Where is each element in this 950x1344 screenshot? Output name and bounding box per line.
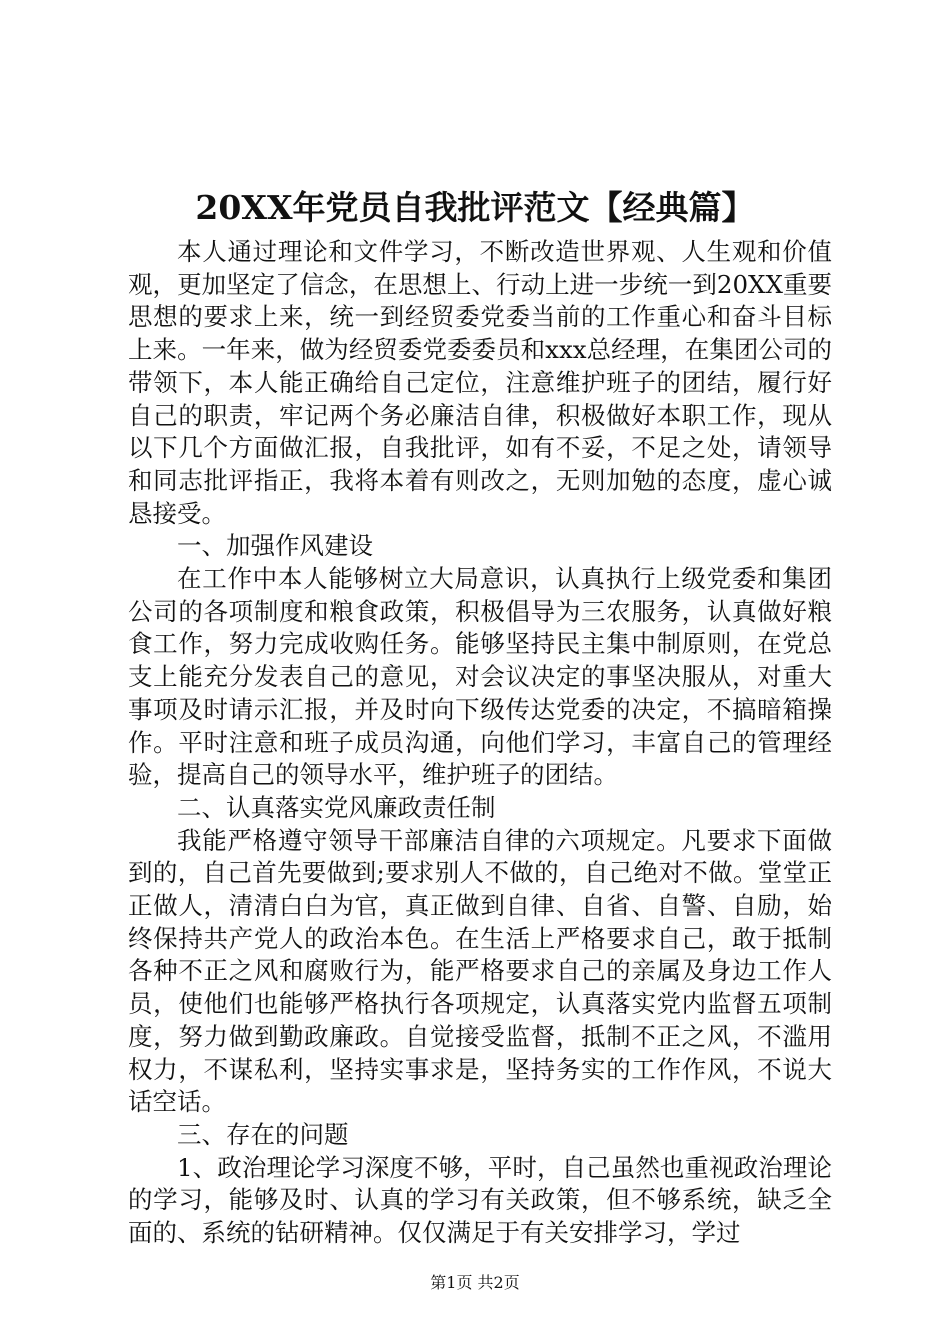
intro-paragraph: 本人通过理论和文件学习，不断改造世界观、人生观和价值观，更加坚定了信念，在思想上、行动上进一步统一到20XX重要思想的要求上来，统一到经贸委党委当前的工作重心和奋斗目标上来。一年来，做为经贸委党委委员和xxx总经理，在集团公司的带领下，本人能正确给自己定位，注意维护班子的团结，履行好自己的职责，牢记两个务必廉洁自律，积极做好本职工作，现从以下几个方面做汇报，自我批评，如有不妥，不足之处，请领导和同志批评指正，我将本着有则改之，无则加勉的态度，虚心诚恳接受。 — [128, 237, 832, 528]
section-paragraph-2: 我能严格遵守领导干部廉洁自律的六项规定。凡要求下面做到的，自己首先要做到;要求别人不做的，自己绝对不做。堂堂正正做人，清清白白为官，真正做到自律、自省、自警、自励，始终保持共产党人的政治本色。在生活上严格要求自己，敢于抵制各种不正之风和腐败行为，能严格要求自己的亲属及身边工作人员，使他们也能够严格执行各项规定，认真落实党内监督五项制度，努力做到勤政廉政。自觉接受监督，抵制不正之风，不滥用权力，不谋私利，坚持实事求是，坚持务实的工作作风，不说大话空话。 — [128, 825, 832, 1117]
page-footer: 第1页 共2页 — [430, 1273, 520, 1292]
section-heading-3: 三、存在的问题 — [177, 1119, 349, 1149]
document-body — [128, 236, 832, 1250]
section-heading-2: 二、认真落实党风廉政责任制 — [177, 792, 496, 822]
section-paragraph-3: 1、政治理论学习深度不够，平时，自己虽然也重视政治理论的学习，能够及时、认真的学习有关政策，但不够系统，缺乏全面的、系统的钻研精神。仅仅满足于有关安排学习，学过 — [128, 1152, 832, 1248]
section-heading-1: 一、加强作风建设 — [177, 531, 373, 561]
document-title: 20XX年党员自我批评范文【经典篇】 — [195, 188, 755, 227]
section-paragraph-1: 在工作中本人能够树立大局意识，认真执行上级党委和集团公司的各项制度和粮食政策，积极倡导为三农服务，认真做好粮食工作，努力完成收购任务。能够坚持民主集中制原则，在党总支上能充分发表自己的意见，对会议决定的事坚决服从，对重大事项及时请示汇报，并及时向下级传达党委的决定，不搞暗箱操作。平时注意和班子成员沟通，向他们学习，丰富自己的管理经验，提高自己的领导水平，维护班子的团结。 — [128, 564, 832, 790]
